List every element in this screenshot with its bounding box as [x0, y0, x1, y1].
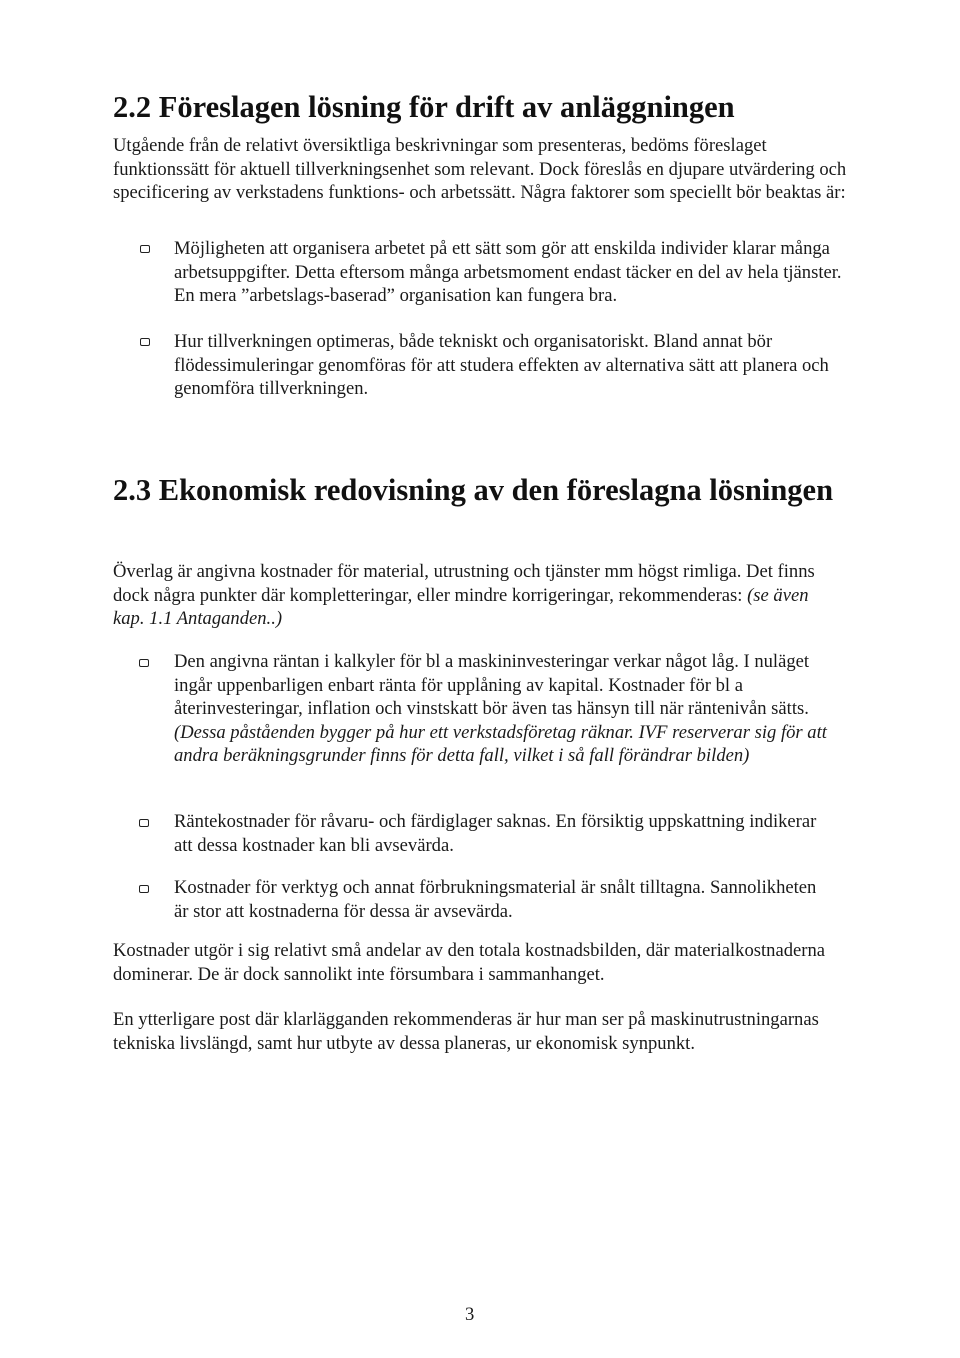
bullet-text [174, 650, 834, 768]
bullet-item [174, 810, 834, 857]
square-bullet-icon [139, 885, 149, 893]
section-title: 2.2 Föreslagen lösning för drift av anläggningen [113, 90, 735, 124]
bullet-text: Hur tillverkningen optimeras, både tekniskt och organisatoriskt. Bland annat bör flödessimuleringar genomföras för att studera effekten av alternativa sätt att planera och genomföra tillverkningen. [174, 331, 829, 399]
section-title: 2.3 Ekonomisk redovisning av den föreslagna lösningen [113, 473, 834, 507]
square-bullet-icon [139, 819, 149, 827]
bullet-text: Räntekostnader för råvaru- och färdiglager saknas. En försiktig uppskattning indikerar att dessa kostnader kan bli avsevärda. [174, 811, 817, 856]
body-paragraph: En ytterligare post där klarlägganden rekommenderas är hur man ser på maskinutrustningarnas tekniska livslängd, samt hur utbyte av dessa planeras, ur ekonomisk synpunkt. [113, 1009, 819, 1054]
square-bullet-icon [140, 245, 150, 253]
intro-text: Överlag är angivna kostnader för material, utrustning och tjänster mm högst rimliga. Det finns dock några punkter där kompletteringar, eller mindre korrigeringar, rekommenderas: [113, 561, 815, 606]
body-paragraph: Kostnader utgör i sig relativt små andelar av den totala kostnadsbilden, där materialkostnaderna dominerar. De är dock sannolikt inte försumbara i sammanhanget. [113, 940, 826, 985]
bullet-item [174, 876, 834, 923]
section-intro-paragraph: Utgående från de relativt översiktliga beskrivningar som presenteras, bedöms föreslaget funktionssätt för aktuell tillverkningsenhet som relevant. Dock föreslås en djupare utvärdering och specificering av verkstadens funktions- och arbetssätt. Några faktorer som speciellt bör beaktas är: [113, 135, 847, 203]
bullet-item [174, 650, 834, 768]
section-intro-paragraph [113, 560, 833, 631]
bullet-body: Den angivna räntan i kalkyler för bl a maskininvesteringar verkar något låg. I nuläget ingår uppenbarligen enbart ränta för upplåning av kapital. Kostnader för bl a återinvesteringar, inflation och vinstskatt bör även tas hänsyn till när räntenivån sätts. [174, 651, 810, 719]
bullet-text: Möjligheten att organisera arbetet på ett sätt som gör att enskilda individer klarar många arbetsuppgifter. Detta eftersom många arbetsmoment endast täcker en del av hela tjänster. En mera ”arbetslags-baserad” organisation kan fungera bra. [174, 238, 842, 306]
bullet-item [174, 237, 854, 308]
bullet-note: (Dessa påståenden bygger på hur ett verkstadsföretag räknar. IVF reserverar sig för att andra beräkningsgrunder finns för detta fall, vilket i så fall förändrar bilden) [174, 721, 827, 766]
bullet-item [174, 330, 854, 401]
bullet-text: Kostnader för verktyg och annat förbrukningsmaterial är snålt tilltagna. Sannolikheten är stor att kostnaderna för dessa är avsevärda. [174, 877, 817, 922]
page-number: 3 [465, 1304, 475, 1325]
square-bullet-icon [139, 659, 149, 667]
intro-reference: (se även kap. 1.1 Antaganden..) [113, 584, 809, 629]
square-bullet-icon [140, 338, 150, 346]
